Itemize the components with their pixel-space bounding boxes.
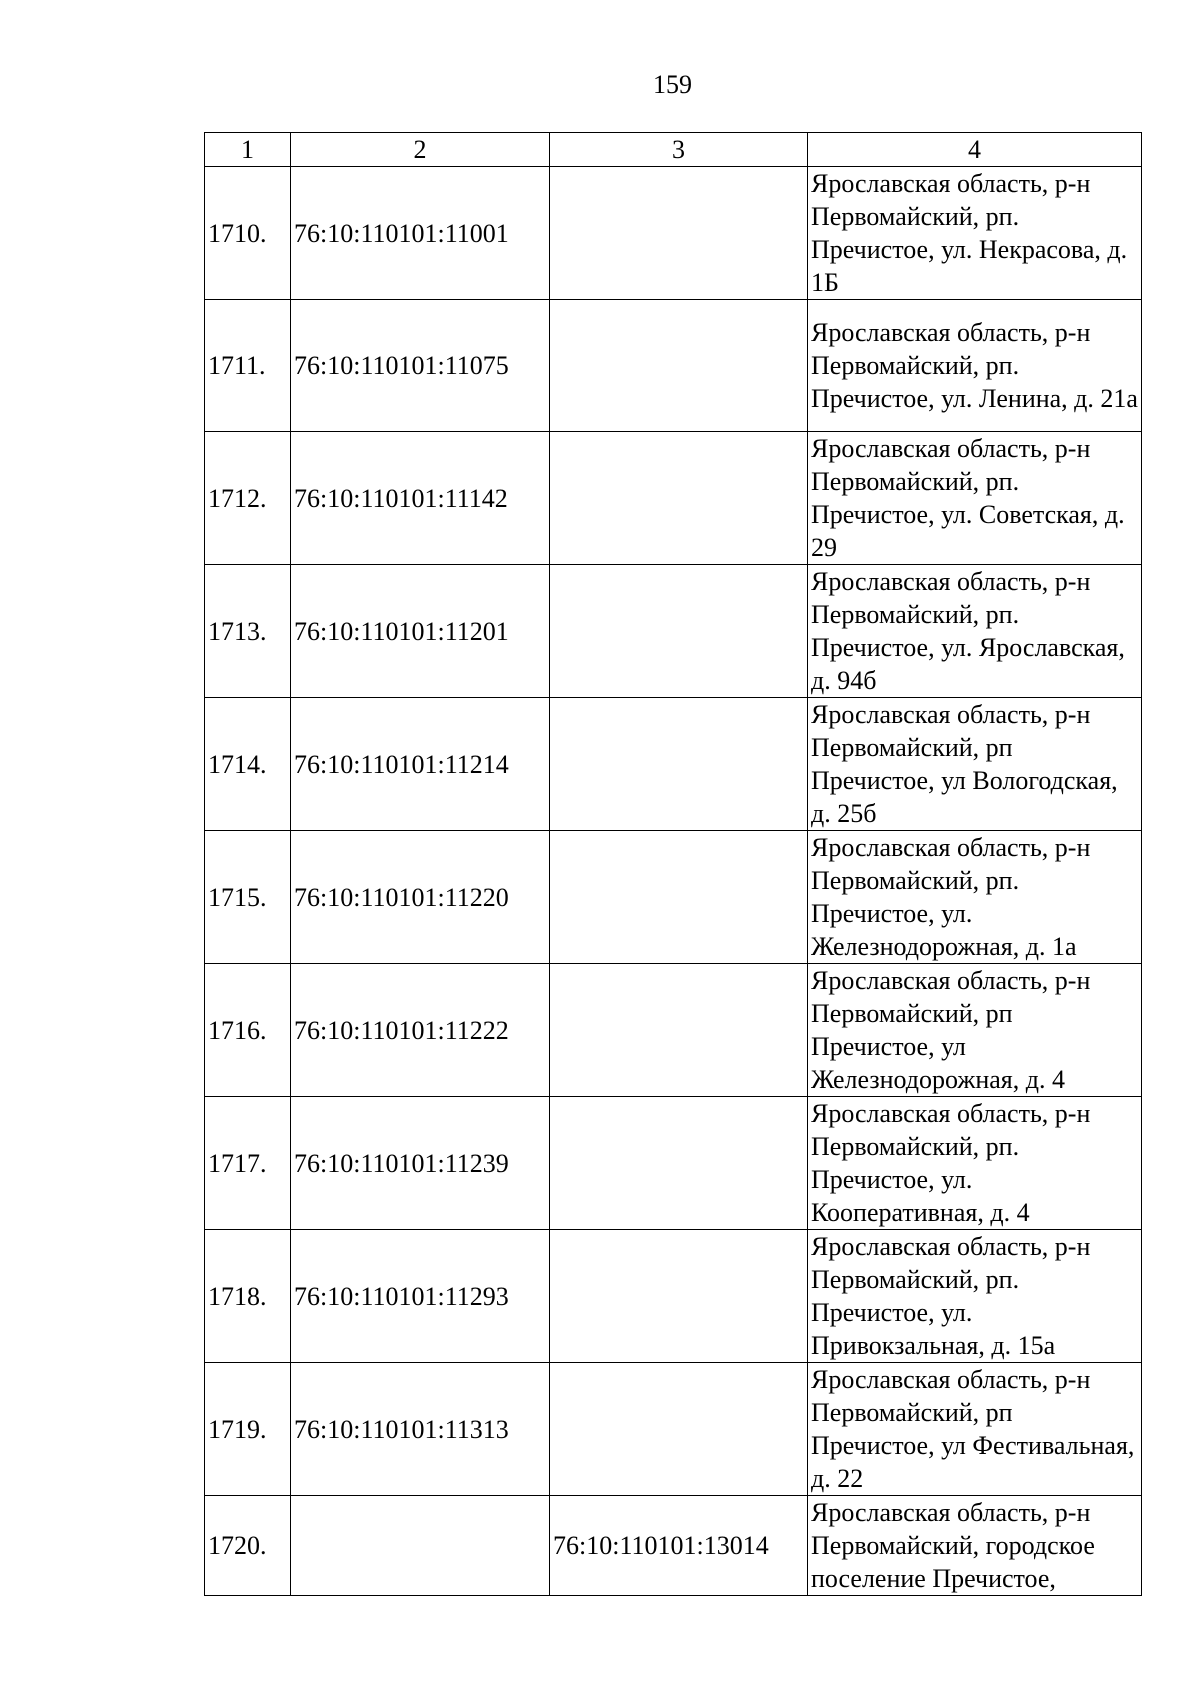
header-col-1: 1 [205,133,291,167]
address: Ярославская область, р-н Первомайский, рп Пречистое, ул Вологодская, д. 25б [808,698,1142,831]
row-number: 1713. [205,565,291,698]
header-col-3: 3 [550,133,808,167]
row-number: 1715. [205,831,291,964]
cadastral-number-col3 [550,1097,808,1230]
cadastral-number-col2: 76:10:110101:11075 [291,300,550,432]
table-row [205,565,1142,698]
table-row [205,964,1142,1097]
cadastral-number-col3 [550,1363,808,1496]
cadastral-number-col2: 76:10:110101:11313 [291,1363,550,1496]
address: Ярославская область, р-н Первомайский, рп Пречистое, ул Фестивальная, д. 22 [808,1363,1142,1496]
table-row [205,1097,1142,1230]
cadastral-number-col3 [550,831,808,964]
header-col-2: 2 [291,133,550,167]
row-number: 1720. [205,1496,291,1596]
cadastral-number-col2: 76:10:110101:11222 [291,964,550,1097]
row-number: 1718. [205,1230,291,1363]
address: Ярославская область, р-н Первомайский, рп. Пречистое, ул. Привокзальная, д. 15а [808,1230,1142,1363]
table-row [205,300,1142,432]
cadastral-number-col2 [291,1496,550,1596]
cadastral-number-col3 [550,698,808,831]
registry-table [204,132,1142,1596]
row-number: 1711. [205,300,291,432]
address: Ярославская область, р-н Первомайский, рп. Пречистое, ул. Некрасова, д. 1Б [808,167,1142,300]
cadastral-number-col3 [550,565,808,698]
cadastral-number-col2: 76:10:110101:11239 [291,1097,550,1230]
address: Ярославская область, р-н Первомайский, городское поселение Пречистое, [808,1496,1142,1596]
address: Ярославская область, р-н Первомайский, рп. Пречистое, ул. Железнодорожная, д. 1а [808,831,1142,964]
cadastral-number-col2: 76:10:110101:11220 [291,831,550,964]
cadastral-number-col3 [550,964,808,1097]
row-number: 1717. [205,1097,291,1230]
cadastral-number-col3 [550,1230,808,1363]
cadastral-number-col2: 76:10:110101:11142 [291,432,550,565]
cadastral-number-col3 [550,432,808,565]
cadastral-number-col2: 76:10:110101:11201 [291,565,550,698]
table-row [205,167,1142,300]
address: Ярославская область, р-н Первомайский, рп Пречистое, ул Железнодорожная, д. 4 [808,964,1142,1097]
table-row [205,1496,1142,1596]
table-row [205,1230,1142,1363]
header-col-4: 4 [808,133,1142,167]
address: Ярославская область, р-н Первомайский, рп. Пречистое, ул. Советская, д. 29 [808,432,1142,565]
row-number: 1714. [205,698,291,831]
page-number: 159 [653,70,692,99]
cadastral-number-col2: 76:10:110101:11214 [291,698,550,831]
table-row [205,432,1142,565]
address: Ярославская область, р-н Первомайский, рп. Пречистое, ул. Ленина, д. 21а [808,300,1142,432]
row-number: 1719. [205,1363,291,1496]
header-row [205,133,1142,167]
cadastral-number-col2: 76:10:110101:11001 [291,167,550,300]
address: Ярославская область, р-н Первомайский, рп. Пречистое, ул. Ярославская, д. 94б [808,565,1142,698]
row-number: 1716. [205,964,291,1097]
row-number: 1710. [205,167,291,300]
address: Ярославская область, р-н Первомайский, рп. Пречистое, ул. Кооперативная, д. 4 [808,1097,1142,1230]
table-row [205,1363,1142,1496]
table-row [205,698,1142,831]
cadastral-number-col3: 76:10:110101:13014 [550,1496,808,1596]
cadastral-number-col3 [550,300,808,432]
cadastral-number-col3 [550,167,808,300]
row-number: 1712. [205,432,291,565]
cadastral-number-col2: 76:10:110101:11293 [291,1230,550,1363]
table-row [205,831,1142,964]
